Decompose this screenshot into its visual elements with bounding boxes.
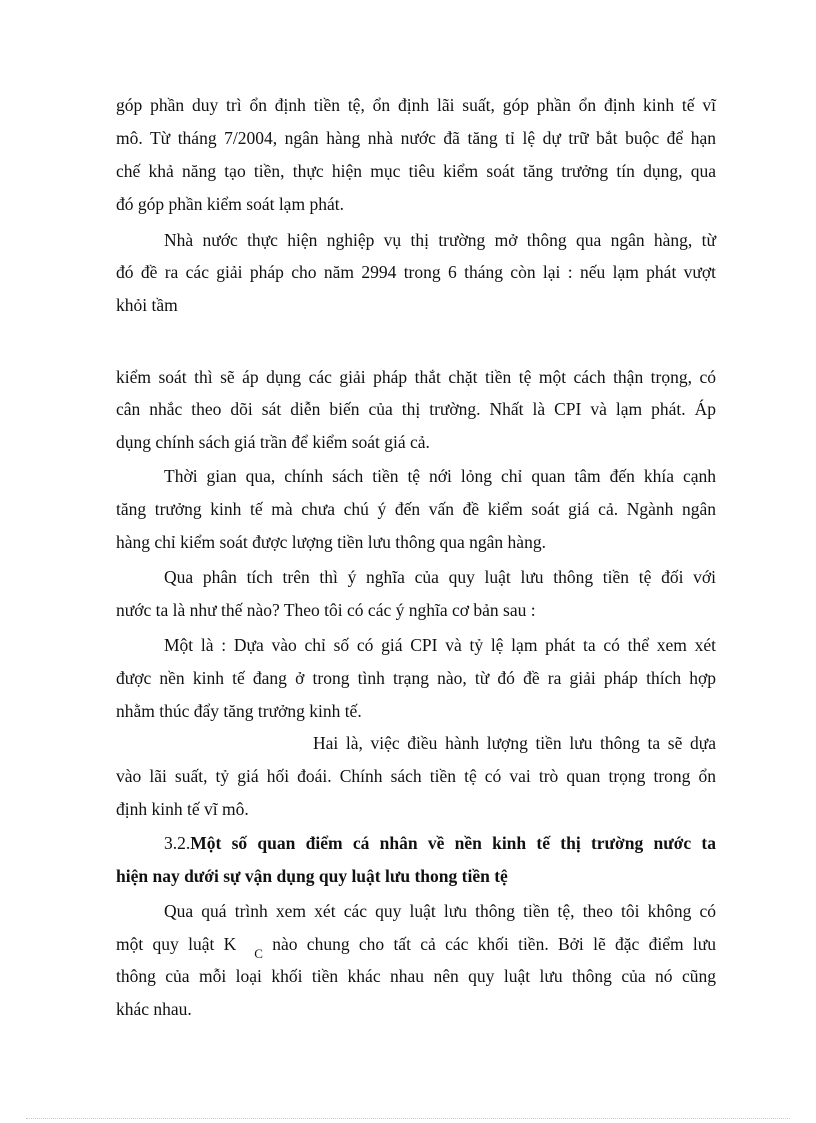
paragraph-line: Hai là, việc điều hành lượng tiền lưu thông ta sẽ dựa [313, 733, 716, 753]
paragraph-line: chế khả năng tạo tiền, thực hiện mục tiêu kiểm soát tăng trưởng tín dụng, qua [116, 161, 716, 181]
paragraph-line: thông của mỗi loại khối tiền khác nhau nên quy luật lưu thông của nó cũng [116, 966, 716, 986]
section-number: 3.2. [164, 833, 191, 853]
paragraph-line: Nhà nước thực hiện nghiệp vụ thị trường mở thông qua ngân hàng, từ [164, 230, 716, 250]
text-run: nào chung cho tất cả các khối tiền. Bởi lẽ đặc điểm lưu [262, 934, 716, 954]
page-bottom-border [26, 1118, 790, 1120]
text-run: một quy luật K [116, 934, 237, 954]
paragraph-line: vào lãi suất, tỷ giá hối đoái. Chính sách tiền tệ có vai trò quan trọng trong ổn [116, 766, 716, 786]
paragraph-line: đó đề ra các giải pháp cho năm 2994 trong 6 tháng còn lại : nếu lạm phát vượt [116, 262, 716, 282]
paragraph-line: cân nhắc theo dõi sát diễn biến của thị trường. Nhất là CPI và lạm phát. Áp [116, 399, 716, 419]
paragraph-line: Qua quá trình xem xét các quy luật lưu thông tiền tệ, theo tôi không có [164, 901, 716, 921]
paragraph-line: Thời gian qua, chính sách tiền tệ nới lỏng chỉ quan tâm đến khía cạnh [164, 466, 716, 486]
paragraph-line: tăng trưởng kinh tế mà chưa chú ý đến vấn đề kiểm soát giá cả. Ngành ngân [116, 499, 716, 519]
paragraph-line: Một là : Dựa vào chỉ số có giá CPI và tỷ lệ lạm phát ta có thể xem xét [164, 635, 716, 655]
section-heading-text: Một số quan điểm cá nhân về nền kinh tế thị trường nước ta [190, 833, 716, 853]
paragraph-line: kiểm soát thì sẽ áp dụng các giải pháp thắt chặt tiền tệ một cách thận trọng, có [116, 367, 716, 387]
subscript-c: C [254, 946, 263, 961]
paragraph-line: nước ta là như thế nào? Theo tôi có các ý nghĩa cơ bản sau : [116, 600, 536, 620]
paragraph-line: nhằm thúc đẩy tăng trưởng kinh tế. [116, 701, 362, 721]
paragraph-line: góp phần duy trì ổn định tiền tệ, ổn định lãi suất, góp phần ổn định kinh tế vĩ [116, 95, 716, 115]
paragraph-line: được nền kinh tế đang ở trong tình trạng nào, từ đó đề ra giải pháp thích hợp [116, 668, 716, 688]
section-heading-continued: hiện nay dưới sự vận dụng quy luật lưu thong tiền tệ [116, 866, 508, 886]
paragraph-line: khác nhau. [116, 999, 192, 1019]
paragraph-line: Qua phân tích trên thì ý nghĩa của quy luật lưu thông tiền tệ đối với [164, 567, 716, 587]
paragraph-line: dụng chính sách giá trần để kiểm soát giá cả. [116, 432, 430, 452]
paragraph-line [116, 934, 716, 961]
paragraph-line: định kinh tế vĩ mô. [116, 799, 249, 819]
paragraph-line: mô. Từ tháng 7/2004, ngân hàng nhà nước đã tăng tỉ lệ dự trữ bắt buộc để hạn [116, 128, 716, 148]
section-heading [164, 833, 716, 853]
paragraph-line: khỏi tầm [116, 295, 178, 315]
paragraph-line: đó góp phần kiểm soát lạm phát. [116, 194, 344, 214]
paragraph-line: hàng chỉ kiểm soát được lượng tiền lưu thông qua ngân hàng. [116, 532, 546, 552]
